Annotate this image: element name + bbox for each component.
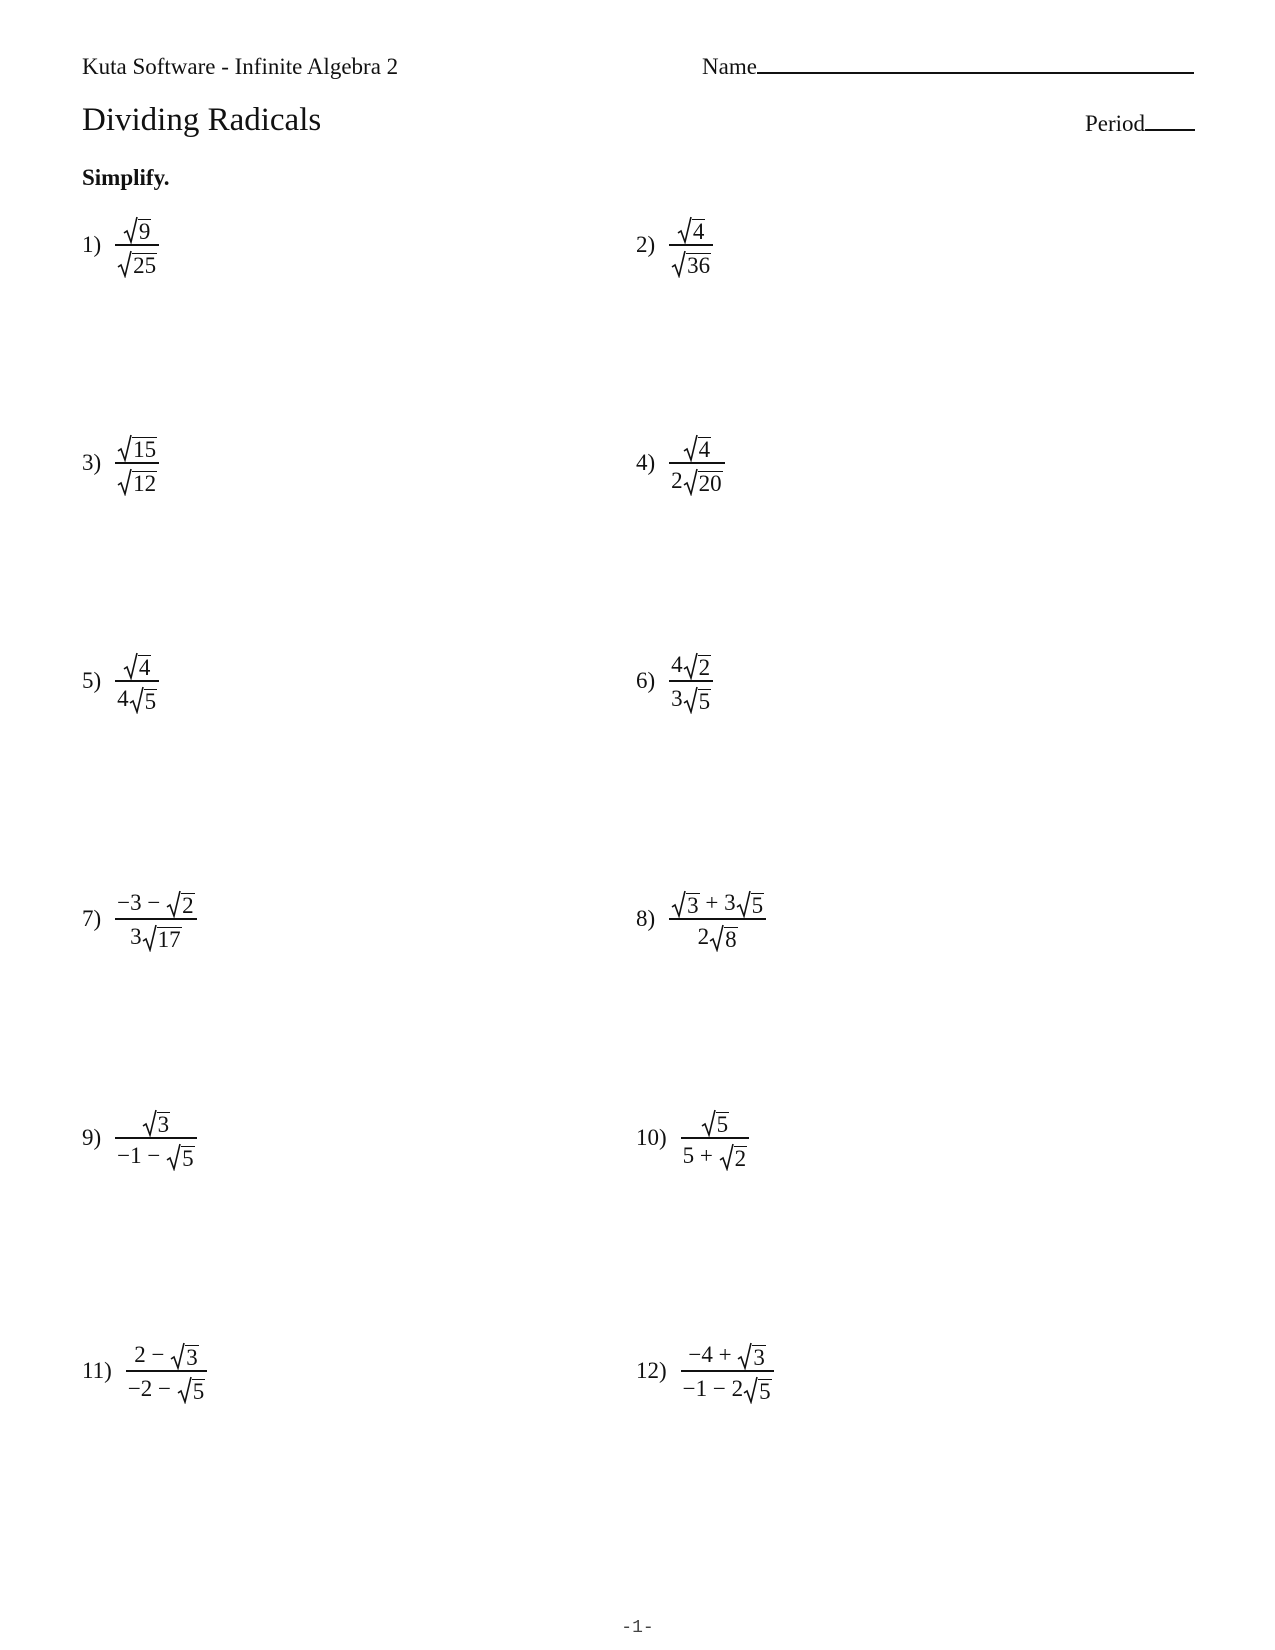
radicand: 20 <box>698 471 722 496</box>
denominator <box>681 1372 774 1404</box>
problem-number: 5) <box>82 668 102 693</box>
radical <box>142 924 182 952</box>
lead-term: −2 − <box>127 1376 177 1401</box>
denominator <box>128 920 184 952</box>
page-number: -1- <box>621 1618 654 1638</box>
numerator <box>140 1105 173 1137</box>
radicand: 5 <box>698 689 711 714</box>
radical-sign-icon <box>683 468 698 496</box>
radical <box>701 1109 730 1137</box>
numerator <box>121 648 154 680</box>
fraction <box>669 212 713 278</box>
radical-sign-icon <box>719 1143 734 1171</box>
radicand: 2 <box>734 1146 747 1171</box>
radical <box>117 434 157 462</box>
radicand: 3 <box>157 1112 170 1137</box>
radical <box>123 652 152 680</box>
name-label: Name <box>702 54 757 79</box>
radical <box>683 652 712 680</box>
radical-sign-icon <box>736 890 751 918</box>
radicand: 5 <box>182 1146 194 1171</box>
fraction <box>669 648 713 714</box>
radical-sign-icon <box>177 1376 192 1404</box>
coefficient: 2 <box>697 924 710 949</box>
denominator <box>126 1372 207 1404</box>
radical-sign-icon <box>123 652 138 680</box>
radical-sign-icon <box>166 890 181 918</box>
page-title: Dividing Radicals <box>82 102 322 138</box>
numerator <box>121 212 154 244</box>
radicand: 5 <box>751 893 764 918</box>
radical-sign-icon <box>701 1109 716 1137</box>
radical <box>166 1143 195 1171</box>
problem-number: 12) <box>636 1358 667 1383</box>
radical-sign-icon <box>170 1342 185 1370</box>
lead-term: −3 − <box>117 890 167 915</box>
fraction <box>115 430 159 496</box>
coefficient: 4 <box>117 686 129 711</box>
fraction <box>115 1105 196 1171</box>
radical <box>117 250 157 278</box>
fraction <box>115 212 159 278</box>
denominator <box>696 920 740 952</box>
problem-9 <box>82 1105 197 1171</box>
radical <box>683 468 723 496</box>
radical <box>736 890 765 918</box>
problem-11 <box>82 1338 207 1404</box>
radicand: 5 <box>192 1379 205 1404</box>
radicand: 36 <box>687 253 711 278</box>
radical-sign-icon <box>671 250 686 278</box>
problem-number: 4) <box>636 450 656 475</box>
numerator <box>115 430 159 462</box>
numerator <box>681 430 714 462</box>
radicand: 3 <box>186 1345 198 1370</box>
radicand: 5 <box>144 689 157 714</box>
radical <box>142 1109 171 1137</box>
radical <box>671 250 711 278</box>
radical <box>683 434 712 462</box>
radical <box>123 216 152 244</box>
publisher-label: Kuta Software - Infinite Algebra 2 <box>82 54 399 79</box>
radical <box>166 890 195 918</box>
radical-sign-icon <box>117 434 132 462</box>
coefficient: 4 <box>671 652 683 677</box>
radical <box>671 890 700 918</box>
problem-number: 9) <box>82 1125 102 1150</box>
radicand: 5 <box>759 1379 771 1404</box>
problem-3 <box>82 430 159 496</box>
radical-sign-icon <box>129 686 144 714</box>
problem-6 <box>636 648 713 714</box>
radical <box>743 1376 772 1404</box>
numerator <box>669 648 713 680</box>
problem-number: 2) <box>636 232 656 257</box>
lead-term: 5 + <box>682 1143 719 1168</box>
radical-sign-icon <box>677 216 692 244</box>
problem-4 <box>636 430 725 496</box>
radical <box>117 468 157 496</box>
coefficient: 2 <box>731 1376 744 1401</box>
radical-sign-icon <box>117 250 132 278</box>
radicand: 3 <box>753 1345 765 1370</box>
denominator <box>115 1139 196 1171</box>
radicand: 9 <box>138 219 151 244</box>
radicand: 12 <box>133 471 157 496</box>
problem-number: 1) <box>82 232 102 257</box>
fraction <box>126 1338 207 1404</box>
problem-number: 3) <box>82 450 102 475</box>
period-label: Period <box>1085 111 1146 136</box>
radical <box>709 924 738 952</box>
radicand: 2 <box>182 893 194 918</box>
radicand: 17 <box>157 927 181 952</box>
name-blank-line[interactable] <box>757 72 1194 74</box>
problem-10 <box>636 1105 749 1171</box>
radical <box>677 216 706 244</box>
problem-7 <box>82 886 197 952</box>
instructions: Simplify. <box>82 165 170 190</box>
problem-number: 11) <box>82 1358 112 1383</box>
radical <box>719 1143 748 1171</box>
radicand: 4 <box>692 219 705 244</box>
radical-sign-icon <box>142 1109 157 1137</box>
fraction <box>681 1105 749 1171</box>
radicand: 5 <box>716 1112 729 1137</box>
numerator <box>699 1105 732 1137</box>
radicand: 4 <box>138 655 151 680</box>
problem-12 <box>636 1338 774 1404</box>
fraction <box>115 648 159 714</box>
radical <box>170 1342 199 1370</box>
denominator <box>669 464 725 496</box>
radical-sign-icon <box>671 890 686 918</box>
radical-sign-icon <box>123 216 138 244</box>
denominator <box>669 682 713 714</box>
radical-sign-icon <box>683 434 698 462</box>
numerator <box>669 886 766 918</box>
radical-sign-icon <box>683 686 698 714</box>
radical-sign-icon <box>743 1376 758 1404</box>
radicand: 2 <box>698 655 711 680</box>
numerator <box>675 212 708 244</box>
denominator <box>681 1139 749 1171</box>
radical <box>683 686 712 714</box>
coefficient: 2 <box>671 468 683 493</box>
coefficient: 3 <box>724 890 736 915</box>
denominator <box>115 682 159 714</box>
radicand: 4 <box>698 437 711 462</box>
radical <box>129 686 158 714</box>
radicand: 8 <box>725 927 737 952</box>
problem-number: 8) <box>636 906 656 931</box>
denominator <box>115 464 159 496</box>
radicand: 3 <box>687 893 699 918</box>
problem-number: 7) <box>82 906 102 931</box>
radical <box>737 1342 766 1370</box>
problem-5 <box>82 648 159 714</box>
operator: + <box>699 890 725 915</box>
problem-2 <box>636 212 713 278</box>
name-field[interactable] <box>702 54 1194 80</box>
problem-8 <box>636 886 766 952</box>
coefficient: 3 <box>671 686 683 711</box>
radical-sign-icon <box>142 924 157 952</box>
radical-sign-icon <box>709 924 724 952</box>
radicand: 15 <box>133 437 157 462</box>
radical-sign-icon <box>737 1342 752 1370</box>
denominator <box>115 246 159 278</box>
problem-number: 6) <box>636 668 656 693</box>
denominator <box>669 246 713 278</box>
lead-term: −4 + <box>688 1342 738 1367</box>
problem-number: 10) <box>636 1125 667 1150</box>
numerator <box>132 1338 200 1370</box>
numerator <box>115 886 196 918</box>
radical-sign-icon <box>683 652 698 680</box>
radicand: 25 <box>133 253 157 278</box>
radical-sign-icon <box>166 1143 181 1171</box>
lead-term: 2 − <box>134 1342 171 1367</box>
period-blank-line[interactable] <box>1145 129 1195 131</box>
lead-term: −1 − <box>682 1376 732 1401</box>
radical <box>177 1376 206 1404</box>
problem-1 <box>82 212 159 278</box>
period-field[interactable] <box>1085 111 1195 137</box>
numerator <box>686 1338 767 1370</box>
fraction <box>115 886 196 952</box>
lead-term: −1 − <box>117 1143 167 1168</box>
fraction <box>669 430 725 496</box>
coefficient: 3 <box>130 924 142 949</box>
fraction <box>669 886 766 952</box>
radical-sign-icon <box>117 468 132 496</box>
fraction <box>681 1338 774 1404</box>
